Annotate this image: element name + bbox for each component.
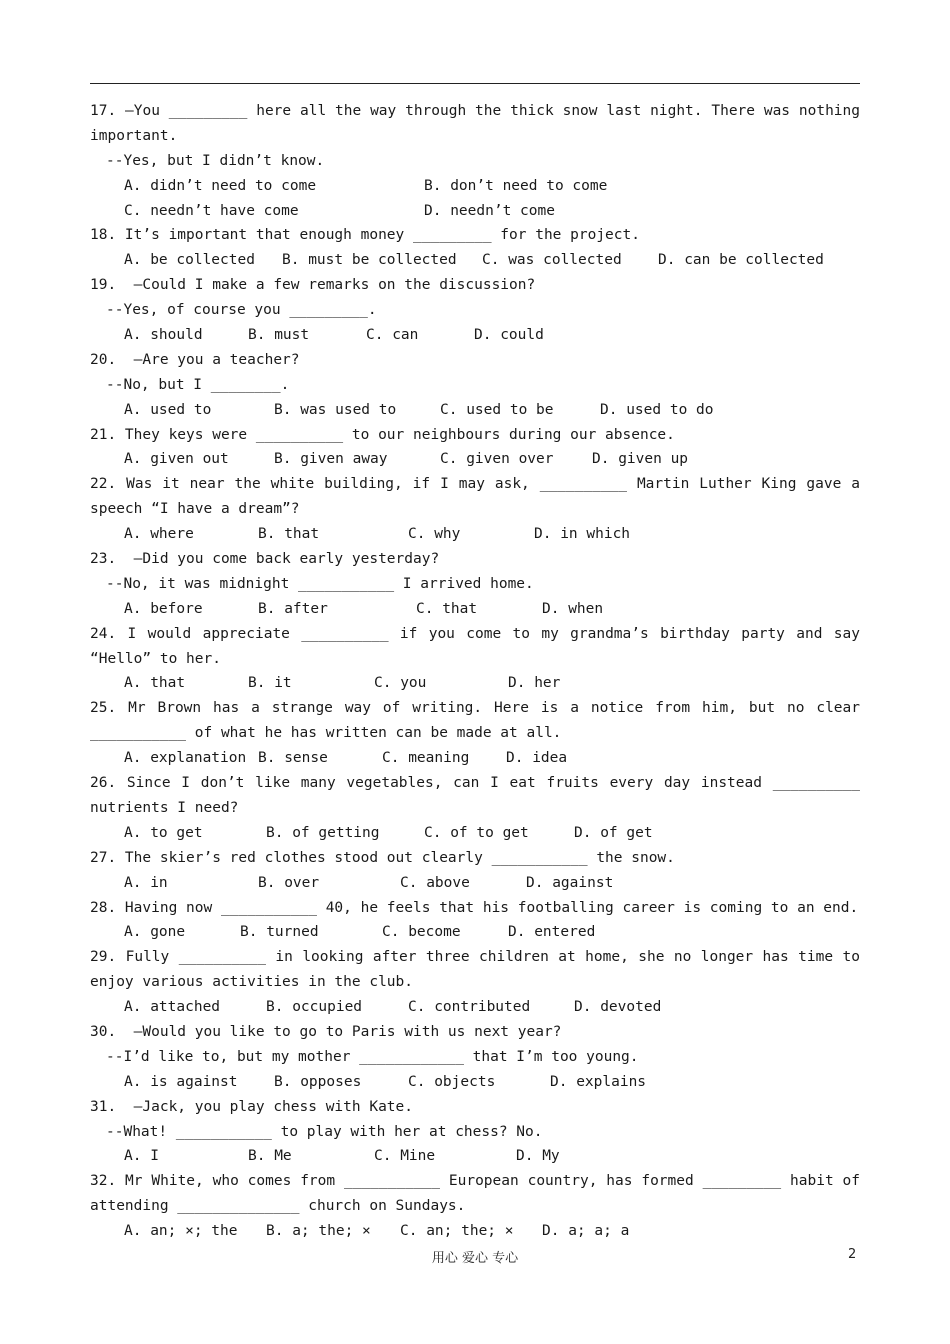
dialog-reply: --I’d like to, but my mother ____________ that I’m too young. — [106, 1048, 639, 1065]
question-stem-line: “Hello” to her. — [90, 650, 221, 667]
question-stem-line: 30. –Would you like to go to Paris with us next year? — [90, 1023, 562, 1040]
question-stem-line: 20. –Are you a teacher? — [90, 351, 300, 368]
answer-option[interactable]: A. in — [124, 874, 168, 891]
answer-option[interactable]: D. used to do — [600, 401, 714, 418]
question-stem-line: 31. –Jack, you play chess with Kate. — [90, 1098, 414, 1115]
question-stem-line: 18. It’s important that enough money _________ for the project. — [90, 227, 640, 244]
options-row — [90, 174, 860, 199]
question-stem-line: important. — [90, 127, 178, 144]
answer-option[interactable]: B. after — [258, 600, 328, 617]
question-stem-line: 24. I would appreciate __________ if you come to my grandma’s birthday party and say — [90, 625, 860, 642]
question-item — [90, 273, 860, 348]
question-stem-line: 21. They keys were __________ to our neighbours during our absence. — [90, 426, 675, 443]
dialog-reply: --What! ___________ to play with her at chess? No. — [106, 1123, 543, 1140]
answer-option[interactable]: B. turned — [240, 924, 319, 941]
answer-option[interactable]: A. an; ×; the — [124, 1223, 238, 1240]
dialog-reply: --No, but I ________. — [106, 376, 290, 393]
answer-option[interactable]: D. against — [526, 874, 614, 891]
dialog-reply: --Yes, of course you _________. — [106, 302, 377, 319]
question-list — [90, 99, 860, 1244]
answer-option[interactable]: D. can be collected — [658, 252, 824, 269]
answer-option[interactable]: C. needn’t have come — [124, 202, 299, 219]
answer-option[interactable]: A. explanation — [124, 750, 247, 767]
question-stem-line: attending ______________ church on Sundays. — [90, 1198, 466, 1215]
question-item — [90, 348, 860, 423]
answer-option[interactable]: C. objects — [408, 1073, 496, 1090]
question-item — [90, 423, 860, 473]
answer-option[interactable]: C. used to be — [440, 401, 554, 418]
answer-option[interactable]: B. it — [248, 675, 292, 692]
options-row — [90, 1070, 860, 1095]
question-stem-line: 22. Was it near the white building, if I may ask, __________ Martin Luther King gave a — [90, 476, 860, 493]
answer-option[interactable]: D. in which — [534, 526, 631, 543]
answer-option[interactable]: D. her — [508, 675, 561, 692]
answer-option[interactable]: A. before — [124, 600, 203, 617]
answer-option[interactable]: A. used to — [124, 401, 212, 418]
answer-option[interactable]: C. above — [400, 874, 470, 891]
answer-option[interactable]: C. can — [366, 327, 419, 344]
question-item — [90, 896, 860, 946]
question-stem-line: nutrients I need? — [90, 799, 239, 816]
answer-option[interactable]: B. don’t need to come — [424, 177, 608, 194]
question-item — [90, 1020, 860, 1095]
answer-option[interactable]: B. of getting — [266, 824, 380, 841]
options-row — [90, 995, 860, 1020]
answer-option[interactable]: A. attached — [124, 999, 221, 1016]
question-item — [90, 1095, 860, 1170]
answer-option[interactable]: C. an; the; × — [400, 1223, 514, 1240]
options-row — [90, 671, 860, 696]
question-item — [90, 945, 860, 1020]
question-item — [90, 472, 860, 547]
answer-option[interactable]: C. become — [382, 924, 461, 941]
answer-option[interactable]: C. meaning — [382, 750, 470, 767]
question-item — [90, 223, 860, 273]
options-row — [90, 248, 860, 273]
options-row — [90, 522, 860, 547]
answer-option[interactable]: A. given out — [124, 451, 229, 468]
answer-option[interactable]: B. must — [248, 327, 310, 344]
question-stem-line: speech “I have a dream”? — [90, 501, 300, 518]
page-number: 2 — [848, 1247, 857, 1262]
question-stem-line: 28. Having now ___________ 40, he feels that his footballing career is coming to an end. — [90, 899, 859, 916]
question-stem-line: 27. The skier’s red clothes stood out clearly ___________ the snow. — [90, 849, 675, 866]
answer-option[interactable]: A. is against — [124, 1073, 238, 1090]
options-row — [90, 871, 860, 896]
options-row — [90, 746, 860, 771]
answer-option[interactable]: D. devoted — [574, 999, 662, 1016]
answer-option[interactable]: B. must be collected — [282, 252, 457, 269]
question-item — [90, 99, 860, 223]
answer-option[interactable]: D. of get — [574, 824, 653, 841]
question-stem-line: enjoy various activities in the club. — [90, 974, 414, 991]
answer-option[interactable]: D. a; a; a — [542, 1223, 630, 1240]
answer-option[interactable]: C. you — [374, 675, 427, 692]
options-row — [90, 1219, 860, 1244]
answer-option[interactable]: B. over — [258, 874, 320, 891]
question-item — [90, 547, 860, 622]
answer-option[interactable]: C. contributed — [408, 999, 531, 1016]
question-stem-line: 23. –Did you come back early yesterday? — [90, 551, 440, 568]
question-item — [90, 846, 860, 896]
answer-option[interactable]: B. a; the; × — [266, 1223, 371, 1240]
question-stem-line: 29. Fully __________ in looking after three children at home, she no longer has time to — [90, 949, 860, 966]
options-row — [90, 398, 860, 423]
answer-option[interactable]: D. when — [542, 600, 604, 617]
question-stem-line: 25. Mr Brown has a strange way of writing. Here is a notice from him, but no clear — [90, 700, 860, 717]
question-item — [90, 622, 860, 697]
answer-option[interactable]: D. needn’t come — [424, 202, 555, 219]
answer-option[interactable]: B. that — [258, 526, 320, 543]
answer-option[interactable]: D. explains — [550, 1073, 647, 1090]
options-row — [90, 920, 860, 945]
question-item — [90, 771, 860, 846]
answer-option[interactable]: A. didn’t need to come — [124, 177, 317, 194]
options-row — [90, 821, 860, 846]
dialog-reply: --No, it was midnight ___________ I arrived home. — [106, 575, 534, 592]
question-item — [90, 1169, 860, 1244]
options-row — [90, 199, 860, 224]
answer-option[interactable]: B. given away — [274, 451, 388, 468]
answer-option[interactable]: A. where — [124, 526, 194, 543]
answer-option[interactable]: D. entered — [508, 924, 596, 941]
question-stem-line: 19. –Could I make a few remarks on the discussion? — [90, 277, 536, 294]
answer-option[interactable]: C. of to get — [424, 824, 529, 841]
options-row — [90, 1144, 860, 1169]
question-stem-line: 32. Mr White, who comes from ___________ European country, has formed _________ habit of — [90, 1173, 860, 1190]
answer-option[interactable]: B. was used to — [274, 401, 397, 418]
options-row — [90, 447, 860, 472]
answer-option[interactable]: B. occupied — [266, 999, 363, 1016]
options-row — [90, 323, 860, 348]
answer-option[interactable]: A. be collected — [124, 252, 255, 269]
answer-option[interactable]: B. opposes — [274, 1073, 362, 1090]
options-row — [90, 597, 860, 622]
dialog-reply: --Yes, but I didn’t know. — [106, 152, 325, 169]
answer-option[interactable]: A. to get — [124, 824, 203, 841]
answer-option[interactable]: C. that — [416, 600, 478, 617]
answer-option[interactable]: C. why — [408, 526, 461, 543]
question-stem-line: ___________ of what he has written can be made at all. — [90, 725, 562, 742]
answer-option[interactable]: D. given up — [592, 451, 689, 468]
answer-option[interactable]: A. gone — [124, 924, 186, 941]
question-stem-line: 17. –You _________ here all the way through the thick snow last night. There was nothing — [90, 103, 860, 119]
answer-option[interactable]: D. My — [516, 1148, 560, 1165]
footer-text: 用心 爱心 专心 — [431, 1251, 519, 1266]
answer-option[interactable]: C. was collected — [482, 252, 622, 269]
header-rule — [90, 83, 860, 84]
question-item — [90, 696, 860, 771]
answer-option[interactable]: B. Me — [248, 1148, 292, 1165]
answer-option[interactable]: A. that — [124, 675, 186, 692]
answer-option[interactable]: D. could — [474, 327, 544, 344]
answer-option[interactable]: B. sense — [258, 750, 328, 767]
answer-option[interactable]: A. I — [124, 1148, 159, 1165]
question-stem-line: 26. Since I don’t like many vegetables, can I eat fruits every day instead __________ — [90, 775, 860, 792]
answer-option[interactable]: D. idea — [506, 750, 568, 767]
answer-option[interactable]: A. should — [124, 327, 203, 344]
answer-option[interactable]: C. Mine — [374, 1148, 436, 1165]
answer-option[interactable]: C. given over — [440, 451, 554, 468]
